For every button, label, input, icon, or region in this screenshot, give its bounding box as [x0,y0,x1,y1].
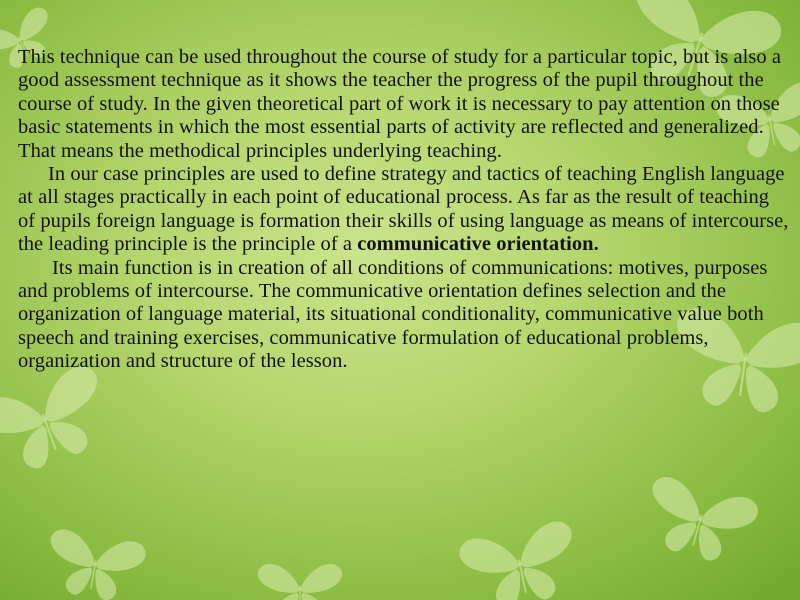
butterfly-icon [42,527,148,600]
paragraph-3 [18,257,790,374]
paragraph-2-text: In our case principles are used to define strategy and tactics of teaching English language at all stages practically in each point of educational process. As far as the result of teaching of pupils foreign language is formation their skills of using language as means of intercourse, the leading principle is the principle of a [18,163,789,256]
paragraph-1 [18,46,790,163]
butterfly-icon [258,564,342,600]
paragraph-2 [18,163,790,257]
paragraph-2-bold-term: communicative orientation. [357,233,599,256]
slide-body-text [18,46,790,374]
butterfly-icon [457,519,584,600]
paragraph-1-text: This technique can be used throughout the course of study for a particular topic, but is also a good assessment technique as it shows the teacher the progress of the pupil throughout the course of study. In the given theoretical part of work it is necessary to pay attention on those basic statements in which the most essential parts of activity are reflected and generalized. That means the methodical principles underlying teaching. [18,46,782,162]
butterfly-icon [0,362,119,482]
butterfly-icon [638,474,761,570]
paragraph-3-text: Its main function is in creation of all conditions of communications: motives, purposes and problems of intercourse. The communicative orientation defines selection and the organization of language material, its situational conditionality, communicative value both speech and training exercises, communicative formulation of educational problems, organization and structure of the lesson. [18,256,768,373]
